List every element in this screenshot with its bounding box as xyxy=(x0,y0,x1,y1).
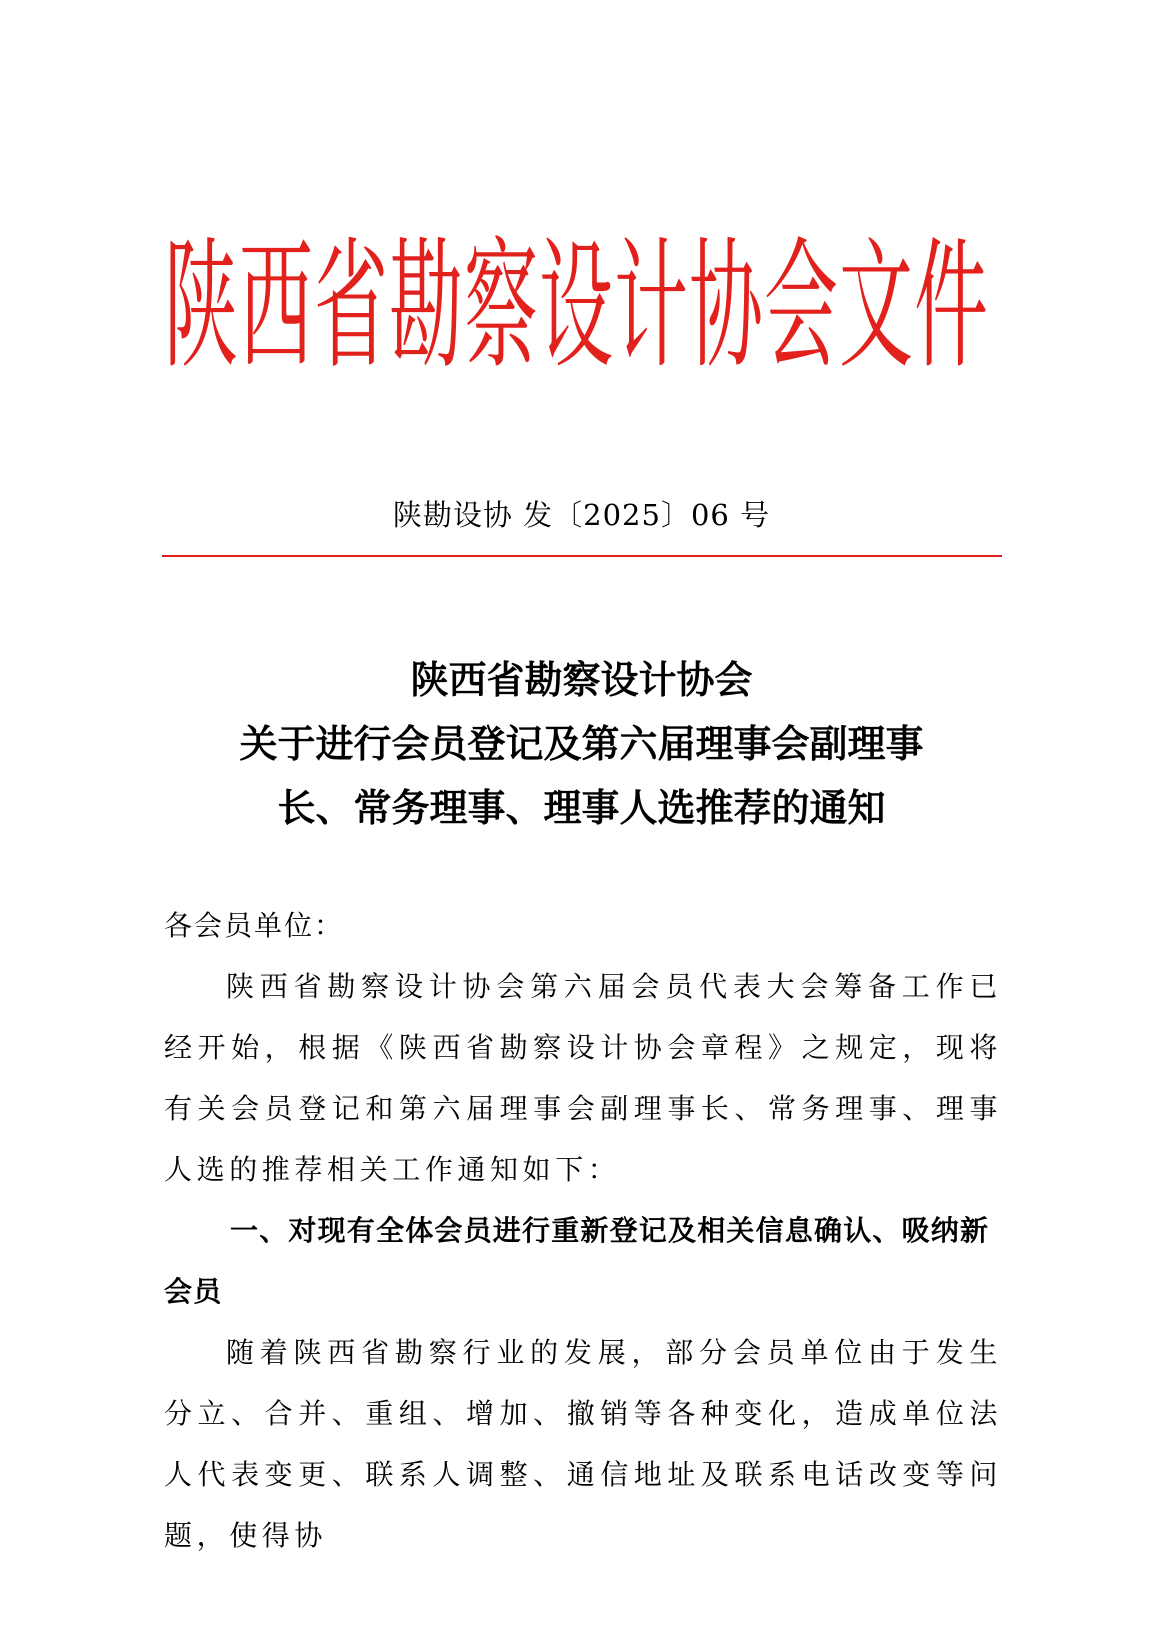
paragraph-intro: 陕西省勘察设计协会第六届会员代表大会筹备工作已经开始，根据《陕西省勘察设计协会章程》之规定，现将有关会员登记和第六届理事会副理事长、常务理事、理事人选的推荐相关工作通知如下： xyxy=(164,970,1002,1186)
notice-title-line-1: 陕西省勘察设计协会 xyxy=(410,658,753,702)
section-1-heading: 一、对现有全体会员进行重新登记及相关信息确认、吸纳新会员 xyxy=(164,1214,990,1308)
notice-body xyxy=(164,895,1002,1566)
notice-title-line-2: 关于进行会员登记及第六届理事会副理事 xyxy=(239,722,924,766)
document-banner xyxy=(0,225,1163,389)
notice-title-line-3: 长、常务理事、理事人选推荐的通知 xyxy=(277,786,886,830)
notice-title xyxy=(160,648,1003,840)
salutation: 各会员单位： xyxy=(164,909,345,942)
document-banner-text: 陕西省勘察设计协会文件 xyxy=(164,225,989,389)
red-divider xyxy=(162,555,1002,557)
paragraph-section-1: 随着陕西省勘察行业的发展，部分会员单位由于发生分立、合并、重组、增加、撤销等各种变化，造成单位法人代表变更、联系人调整、通信地址及联系电话改变等问题，使得协 xyxy=(164,1336,1002,1552)
document-number: 陕勘设协 发〔2025〕06 号 xyxy=(392,498,771,532)
